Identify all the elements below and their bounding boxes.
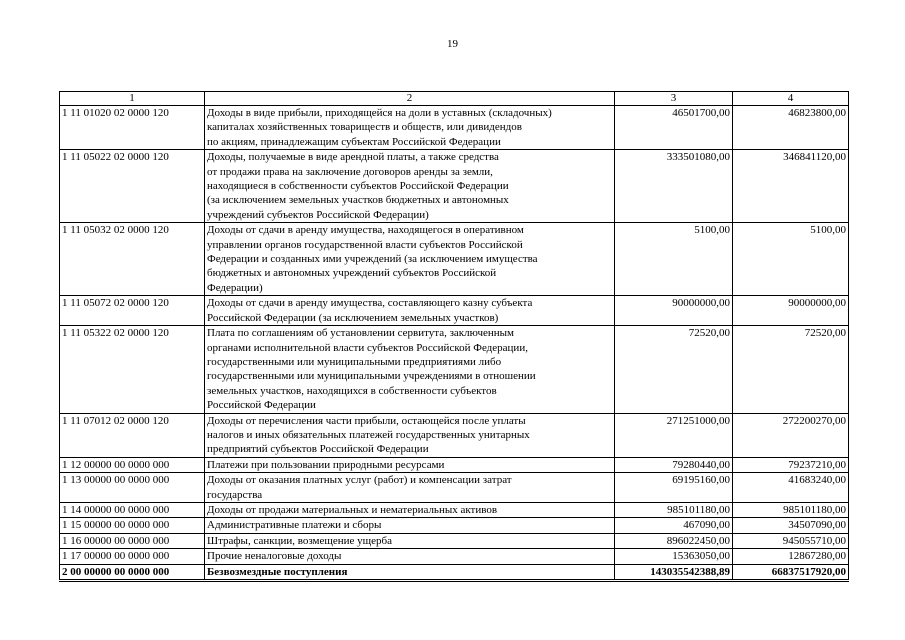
code-cell: 1 11 05322 02 0000 120 xyxy=(60,326,205,413)
plan-year-1-cell: 985101180,00 xyxy=(615,502,733,517)
table-row xyxy=(60,106,849,150)
plan-year-1-cell: 15363050,00 xyxy=(615,549,733,564)
plan-year-1-cell: 896022450,00 xyxy=(615,533,733,548)
column-header-3: 3 xyxy=(615,92,733,106)
name-cell: Прочие неналоговые доходы xyxy=(205,549,615,564)
code-cell: 1 11 01020 02 0000 120 xyxy=(60,106,205,150)
table-row xyxy=(60,457,849,472)
plan-year-1-cell: 333501080,00 xyxy=(615,150,733,223)
name-cell: Доходы от продажи материальных и нематериальных активов xyxy=(205,502,615,517)
plan-year-1-cell: 79280440,00 xyxy=(615,457,733,472)
table-row xyxy=(60,473,849,503)
column-header-4: 4 xyxy=(733,92,849,106)
plan-year-1-cell: 69195160,00 xyxy=(615,473,733,503)
code-cell: 1 13 00000 00 0000 000 xyxy=(60,473,205,503)
plan-year-1-cell: 271251000,00 xyxy=(615,413,733,457)
code-cell: 1 11 05022 02 0000 120 xyxy=(60,150,205,223)
name-cell: Платежи при пользовании природными ресурсами xyxy=(205,457,615,472)
table-row xyxy=(60,533,849,548)
plan-year-2-cell: 346841120,00 xyxy=(733,150,849,223)
plan-year-1-cell: 143035542388,89 xyxy=(615,564,733,580)
name-cell: Плата по соглашениям об установлении сервитута, заключенным органами исполнительной власти субъектов Российской Федерации, государственными или муниципальными предприятиями либо государственными или муниципальными учреждениями в отношении земельных участков, находящихся в собственности субъектов Российской Федерации xyxy=(205,326,615,413)
plan-year-1-cell: 46501700,00 xyxy=(615,106,733,150)
code-cell: 1 11 05072 02 0000 120 xyxy=(60,296,205,326)
name-cell: Штрафы, санкции, возмещение ущерба xyxy=(205,533,615,548)
name-cell: Доходы от перечисления части прибыли, остающейся после уплаты налогов и иных обязательных платежей государственных унитарных предприятий субъектов Российской Федерации xyxy=(205,413,615,457)
plan-year-2-cell: 985101180,00 xyxy=(733,502,849,517)
plan-year-2-cell: 90000000,00 xyxy=(733,296,849,326)
name-cell: Доходы от оказания платных услуг (работ) и компенсации затрат государства xyxy=(205,473,615,503)
table-row xyxy=(60,413,849,457)
plan-year-2-cell: 72520,00 xyxy=(733,326,849,413)
plan-year-2-cell: 945055710,00 xyxy=(733,533,849,548)
plan-year-2-cell: 41683240,00 xyxy=(733,473,849,503)
plan-year-2-cell: 66837517920,00 xyxy=(733,564,849,580)
plan-year-1-cell: 90000000,00 xyxy=(615,296,733,326)
table-row xyxy=(60,223,849,296)
code-cell: 1 16 00000 00 0000 000 xyxy=(60,533,205,548)
plan-year-1-cell: 467090,00 xyxy=(615,518,733,533)
name-cell: Доходы, получаемые в виде арендной платы, а также средства от продажи права на заключение договоров аренды за земли, находящиеся в собственности субъектов Российской Федерации (за исключением земельных участков бюджетных и автономных учреждений субъектов Российской Федерации) xyxy=(205,150,615,223)
plan-year-2-cell: 79237210,00 xyxy=(733,457,849,472)
table-row xyxy=(60,326,849,413)
table-row xyxy=(60,502,849,517)
table-row xyxy=(60,518,849,533)
code-cell: 1 12 00000 00 0000 000 xyxy=(60,457,205,472)
code-cell: 1 14 00000 00 0000 000 xyxy=(60,502,205,517)
plan-year-2-cell: 12867280,00 xyxy=(733,549,849,564)
plan-year-1-cell: 5100,00 xyxy=(615,223,733,296)
table-row xyxy=(60,564,849,580)
code-cell: 1 15 00000 00 0000 000 xyxy=(60,518,205,533)
table-row xyxy=(60,150,849,223)
column-header-2: 2 xyxy=(205,92,615,106)
name-cell: Безвозмездные поступления xyxy=(205,564,615,580)
column-header-1: 1 xyxy=(60,92,205,106)
table-header-row xyxy=(60,92,849,106)
code-cell: 1 11 07012 02 0000 120 xyxy=(60,413,205,457)
plan-year-1-cell: 72520,00 xyxy=(615,326,733,413)
table-row xyxy=(60,549,849,564)
plan-year-2-cell: 46823800,00 xyxy=(733,106,849,150)
code-cell: 1 17 00000 00 0000 000 xyxy=(60,549,205,564)
table-body xyxy=(60,106,849,581)
name-cell: Административные платежи и сборы xyxy=(205,518,615,533)
plan-year-2-cell: 5100,00 xyxy=(733,223,849,296)
page-number: 19 xyxy=(447,38,458,50)
budget-revenue-table xyxy=(59,91,849,582)
name-cell: Доходы в виде прибыли, приходящейся на доли в уставных (складочных) капиталах хозяйственных товариществ и обществ, или дивидендов по акциям, принадлежащим субъектам Российской Федерации xyxy=(205,106,615,150)
name-cell: Доходы от сдачи в аренду имущества, составляющего казну субъекта Российской Федерации (за исключением земельных участков) xyxy=(205,296,615,326)
table-row xyxy=(60,296,849,326)
code-cell: 2 00 00000 00 0000 000 xyxy=(60,564,205,580)
code-cell: 1 11 05032 02 0000 120 xyxy=(60,223,205,296)
plan-year-2-cell: 34507090,00 xyxy=(733,518,849,533)
plan-year-2-cell: 272200270,00 xyxy=(733,413,849,457)
name-cell: Доходы от сдачи в аренду имущества, находящегося в оперативном управлении органов государственной власти субъектов Российской Федерации и созданных ими учреждений (за исключением имущества бюджетных и автономных учреждений субъектов Российской Федерации) xyxy=(205,223,615,296)
